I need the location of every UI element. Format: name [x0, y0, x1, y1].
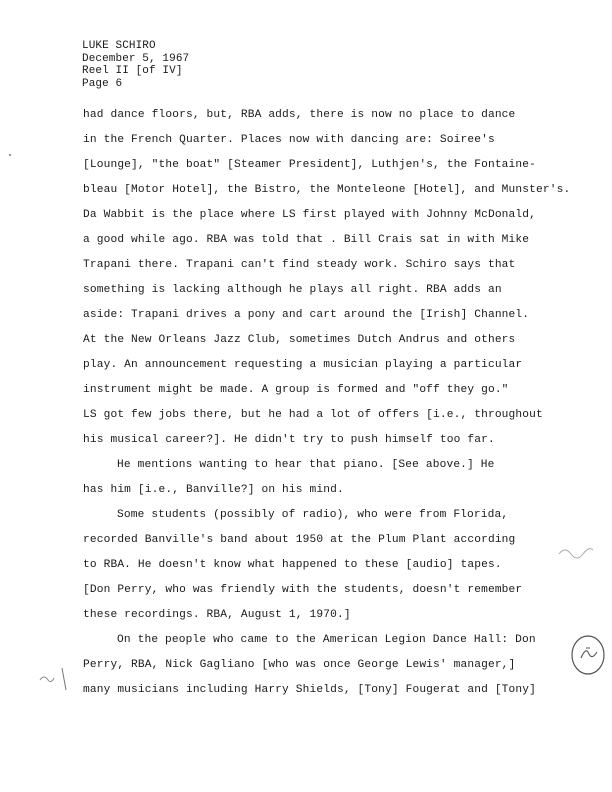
- transcript-line: Da Wabbit is the place where LS first played with Johnny McDonald,: [83, 209, 536, 221]
- transcript-line: his musical career?]. He didn't try to push himself too far.: [83, 434, 495, 446]
- transcript-line: a good while ago. RBA was told that . Bill Crais sat in with Mike: [83, 234, 530, 246]
- transcript-line: had dance floors, but, RBA adds, there is now no place to dance: [83, 109, 516, 121]
- margin-note-mark: [36, 662, 80, 692]
- transcript-line: in the French Quarter. Places now with dancing are: Soiree's: [83, 134, 495, 146]
- transcript-line: On the people who came to the American Legion Dance Hall: Don: [117, 634, 536, 646]
- transcript-line: recorded Banville's band about 1950 at the Plum Plant according: [83, 534, 516, 546]
- margin-dot: [4, 148, 16, 162]
- transcript-line: At the New Orleans Jazz Club, sometimes Dutch Andrus and others: [83, 334, 516, 346]
- reel-number: Reel II [of IV]: [82, 65, 183, 77]
- interview-date: December 5, 1967: [82, 52, 190, 65]
- transcript-line: Perry, RBA, Nick Gagliano [who was once George Lewis' manager,]: [83, 659, 516, 671]
- margin-circle-annotation: [568, 632, 608, 678]
- transcript-line: play. An announcement requesting a musician playing a particular: [83, 359, 523, 371]
- transcript-line: Some students (possibly of radio), who were from Florida,: [117, 509, 509, 521]
- transcript-line: these recordings. RBA, August 1, 1970.]: [83, 609, 351, 621]
- transcript-line: [Don Perry, who was friendly with the students, doesn't remember: [83, 584, 523, 596]
- transcript-line: [Lounge], "the boat" [Steamer President], Luthjen's, the Fontaine-: [83, 159, 536, 171]
- transcript-line: many musicians including Harry Shields, [Tony] Fougerat and [Tony]: [83, 684, 536, 696]
- transcript-line: Trapani there. Trapani can't find steady work. Schiro says that: [83, 259, 516, 271]
- transcript-line: aside: Trapani drives a pony and cart around the [Irish] Channel.: [83, 309, 530, 321]
- transcript-line: bleau [Motor Hotel], the Bistro, the Monteleone [Hotel], and Munster's.: [83, 184, 571, 196]
- transcript-line: something is lacking although he plays all right. RBA adds an: [83, 284, 502, 296]
- page-header: [82, 40, 189, 90]
- interviewee-name: LUKE SCHIRO: [82, 40, 156, 52]
- transcript-line: has him [i.e., Banville?] on his mind.: [83, 484, 344, 496]
- page-number: Page 6: [82, 77, 123, 90]
- transcript-line: LS got few jobs there, but he had a lot of offers [i.e., throughout: [83, 409, 543, 421]
- margin-scribble: [555, 538, 595, 568]
- transcript-line: instrument might be made. A group is formed and "off they go.": [83, 384, 509, 396]
- transcript-line: to RBA. He doesn't know what happened to these [audio] tapes.: [83, 559, 502, 571]
- transcript-line: He mentions wanting to hear that piano. [See above.] He: [117, 459, 495, 471]
